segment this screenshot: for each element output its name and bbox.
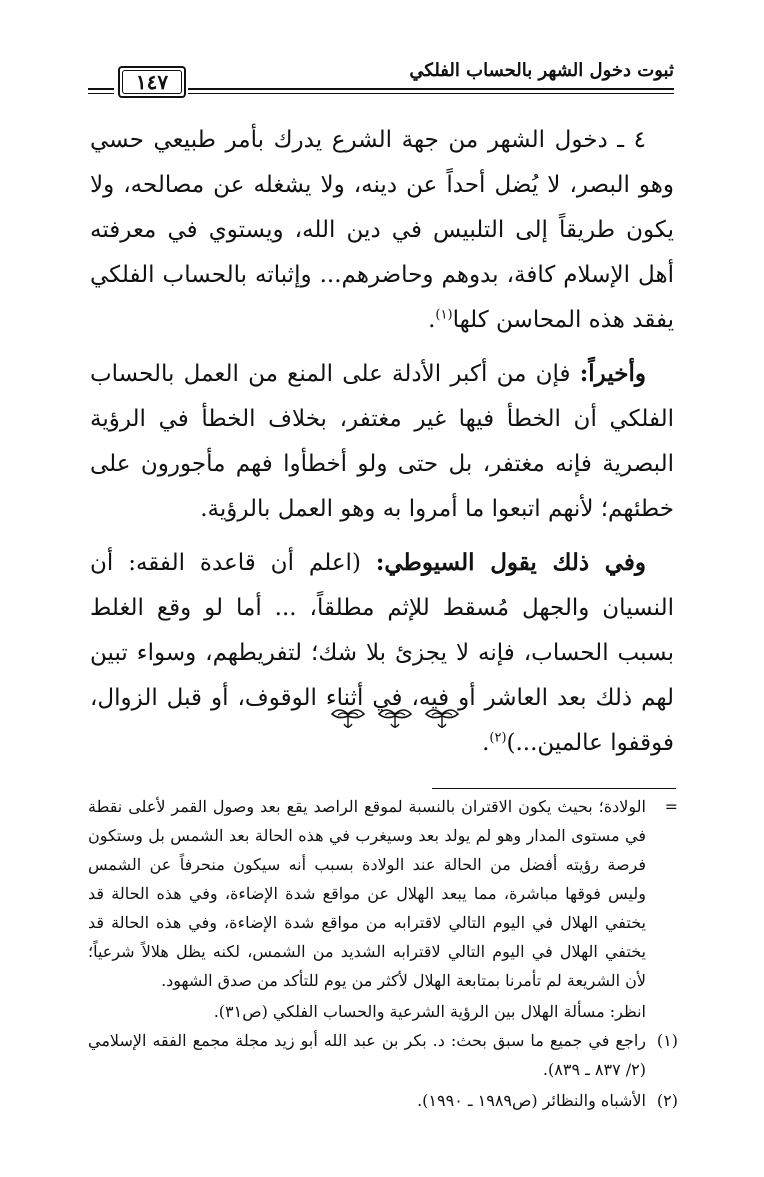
footnote-2-mark: (٢) (656, 1091, 678, 1110)
footnote-ref-2: (٢) (489, 730, 507, 746)
paragraph-finally-lead: وأخيراً: (579, 360, 646, 387)
footnotes (88, 792, 678, 1117)
footnote-2 (88, 1086, 678, 1115)
footnote-1-mark: (١) (656, 1031, 678, 1050)
paragraph-suyuti-text: (اعلم أن قاعدة الفقه: أن النسيان والجهل مُسقط للإثم مطلقاً، ... أما لو وقع الغلط بسبب الحساب، فإنه لا يجزئ بلا شك؛ لتفريطهم، وسواء تبين لهم ذلك بعد العاشر أو فيه، في أثناء الوقوف، أو قبل الزوال، فوقفوا عالمين...) (90, 550, 674, 756)
ornament-icon (377, 706, 413, 732)
footnote-continued-text: الولادة؛ بحيث يكون الاقتران بالنسبة لموقع الراصد يقع بعد وصول القمر لأعلى نقطة في مستوى المدار وهو لم يولد بعد وسيغرب في هذه الحالة بعد الشمس بل وستكون فرصة رؤيته أفضل من الحالة عند الولادة بسبب أنه سيكون منحرفاً عن الشمس وليس فوقها مباشرة، مما يبعد الهلال عن مواقع شدة الإضاءة، وفي هذه الحالة قد يختفي الهلال في اليوم التالي لاقترابه من مواقع شدة الإضاءة، وفي هذه الحالة قد يختفي الهلال في اليوم التالي لاقترابه الشديد من الشمس، لكنه يظل هلالاً شرعياً؛ لأن الشريعة لم تأمرنا بمتابعة الهلال لأكثر من يوم للتأكد من صدق الشهود. (88, 797, 647, 990)
page-number-box (118, 66, 186, 98)
footnote-1 (88, 1026, 678, 1084)
paragraph-4 (90, 118, 674, 343)
paragraph-suyuti-lead: وفي ذلك يقول السيوطي: (375, 549, 646, 576)
footnote-ref-1: (١) (435, 307, 453, 323)
section-ornaments (330, 706, 460, 736)
ornament-icon (424, 706, 460, 732)
paragraph-suyuti-end: . (482, 730, 490, 756)
paragraph-finally-text: فإن من أكبر الأدلة على المنع من العمل بالحساب الفلكي أن الخطأ فيها غير مغتفر، بخلاف الخطأ في الرؤية البصرية فإنه مغتفر، بل حتى ولو أخطأوا فهم مأجورون على خطئهم؛ لأنهم اتبعوا ما أمروا به وهو العمل بالرؤية. (90, 361, 674, 522)
footnote-separator (432, 788, 676, 789)
footnote-2-text: الأشباه والنظائر (ص١٩٨٩ ـ ١٩٩٠). (417, 1091, 646, 1110)
footnote-1-text: راجع في جميع ما سبق بحث: د. بكر بن عبد الله أبو زيد مجلة مجمع الفقه الإسلامي (٢/ ٨٣٧ ـ ٨٣٩). (88, 1031, 646, 1079)
paragraph-4-text: ٤ ـ دخول الشهر من جهة الشرع يدرك بأمر طبيعي حسي وهو البصر، لا يُضل أحداً عن دينه، ولا يشغله عن مصالحه، ولا يكون طريقاً إلى التلبيس في دين الله، ويستوي في معرفته أهل الإسلام كافة، بدوهم وحاضرهم... وإثباته بالحساب الفلكي يفقد هذه المحاسن كلها (90, 127, 674, 333)
main-text (90, 118, 674, 774)
ornament-icon (330, 706, 366, 732)
paragraph-4-end: . (428, 307, 436, 333)
running-title: ثبوت دخول الشهر بالحساب الفلكي (409, 60, 674, 81)
page-number: ١٤٧ (135, 70, 169, 94)
paragraph-finally (90, 351, 674, 532)
footnote-continued-ref: انظر: مسألة الهلال بين الرؤية الشرعية والحساب الفلكي (ص٣١). (213, 1002, 646, 1021)
header-rule (188, 88, 674, 94)
footnote-continued-mark: = (664, 797, 678, 816)
header-rule-left (88, 88, 114, 94)
page-header (88, 56, 674, 96)
footnote-continued (88, 792, 678, 995)
